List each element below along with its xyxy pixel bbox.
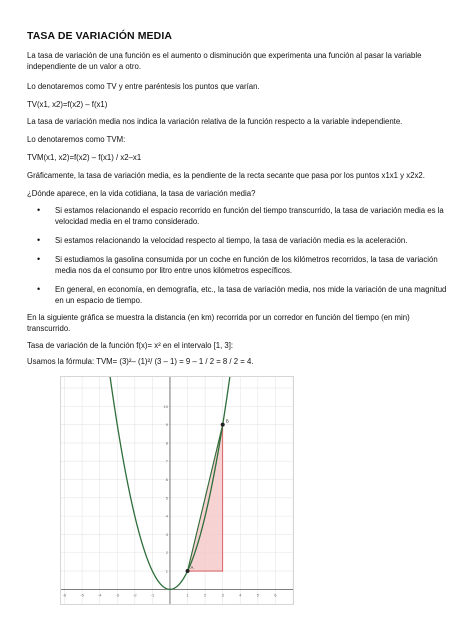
x-tick-label: 3	[221, 592, 224, 598]
y-tick-label: 3	[165, 531, 168, 537]
x-tick-label: -5	[80, 592, 84, 598]
bullet-icon: •	[37, 254, 41, 264]
x-tick-label: 1	[186, 592, 189, 598]
x-tick-label: 2	[204, 592, 207, 598]
formula-tv: TV(x1, x2)=f(x2) – f(x1)	[27, 100, 108, 109]
list-item: • Si estudiamos la gasolina consumida por un coche en función de los kilómetros recorridos, la tasa de variación media nos da el consumo por litro entre unos kilómetros específicos.	[37, 254, 438, 275]
x-tick-label: -6	[62, 592, 67, 598]
x-tick-label: -4	[97, 592, 102, 598]
paragraph-definition: La tasa de variación de una función es el aumento o disminución que experimenta una función al pasar la variable independiente de un valor a otro.	[27, 51, 422, 71]
paragraph-formula-usage: Usamos la fórmula: TVM= (3)²– (1)²/ (3 – 1) = 9 – 1 / 2 = 8 / 2 = 4.	[27, 357, 254, 366]
formula-tvm: TVM(x1, x2)=f(x2) – f(x1) / x2–x1	[27, 153, 142, 162]
y-tick-label: 9	[165, 422, 168, 428]
paragraph-tv-notation: Lo denotaremos como TV y entre paréntesis los puntos que varían.	[27, 82, 260, 91]
x-tick-label: -2	[133, 592, 137, 598]
function-graph	[60, 376, 294, 605]
point-label: A	[190, 565, 194, 571]
paragraph-question: ¿Dónde aparece, en la vida cotidiana, la tasa de variación media?	[27, 189, 256, 198]
x-tick-label: -1	[150, 592, 155, 598]
examples-list	[27, 205, 452, 314]
y-tick-label: 1	[165, 568, 168, 574]
paragraph-runner-graph: En la siguiente gráfica se muestra la distancia (en km) recorrida por un corredor en función del tiempo (en min) transcurrido.	[27, 313, 410, 333]
graph-svg	[61, 377, 293, 604]
y-tick-label: 2	[165, 550, 168, 556]
x-tick-label: 4	[239, 592, 242, 598]
page-title: TASA DE VARIACIÓN MEDIA	[27, 30, 173, 42]
point-a	[186, 569, 190, 573]
y-tick-label: 4	[165, 513, 168, 519]
paragraph-function-interval: Tasa de variación de la función f(x)= x² en el intervalo [1, 3]:	[27, 341, 234, 350]
paragraph-graphic-meaning: Gráficamente, la tasa de variación media, es la pendiente de la recta secante que pasa por los puntos x1x1 y x2x2.	[27, 171, 425, 180]
bullet-icon: •	[37, 284, 41, 294]
y-tick-label: 7	[165, 458, 168, 464]
paragraph-tvm-notation: Lo denotaremos como TVM:	[27, 135, 126, 144]
paragraph-tvm-definition: La tasa de variación media nos indica la variación relativa de la función respecto a la variable independiente.	[27, 117, 403, 126]
y-tick-label: 5	[165, 495, 168, 501]
bullet-icon: •	[37, 235, 41, 245]
bullet-icon: •	[37, 205, 41, 215]
y-tick-label: 8	[165, 440, 168, 446]
list-item: • En general, en economía, en demografía, etc., la tasa de variación media, nos mide la variación de una magnitud en un espacio de tiempo.	[37, 284, 447, 305]
x-tick-label: -3	[115, 592, 120, 598]
point-b	[221, 423, 225, 427]
y-tick-label: 6	[165, 477, 168, 483]
list-item: • Si estamos relacionando la velocidad respecto al tiempo, la tasa de variación media es la aceleración.	[37, 235, 408, 245]
y-tick-label: 10	[163, 403, 168, 409]
point-label: B	[225, 418, 229, 424]
x-tick-label: 5	[256, 592, 259, 598]
x-tick-label: 6	[274, 592, 277, 598]
list-item: • Si estamos relacionando el espacio recorrido en función del tiempo transcurrido, la tasa de variación media es la velocidad media en el tramo considerado.	[37, 205, 444, 226]
